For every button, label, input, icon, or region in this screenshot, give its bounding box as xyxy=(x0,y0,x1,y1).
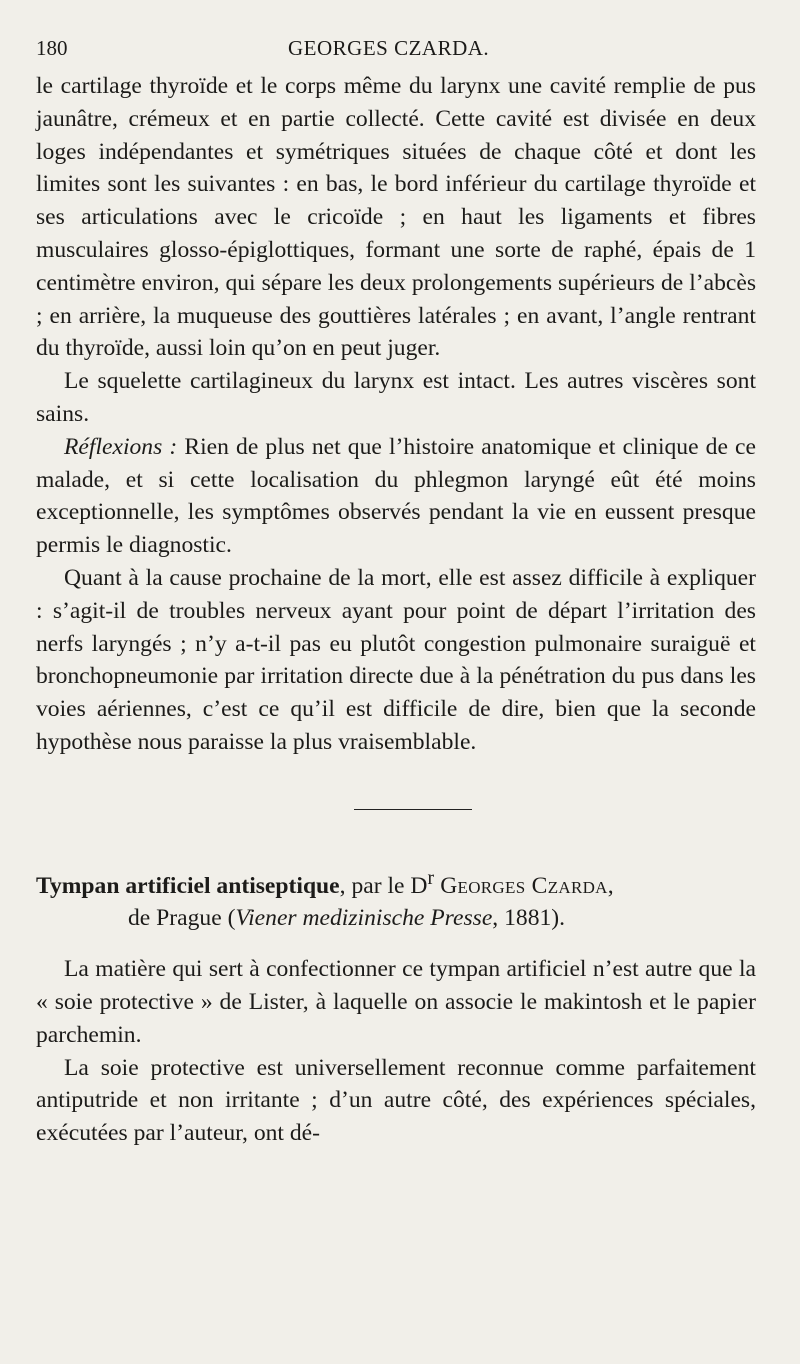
paragraph-continued: le cartilage thyroïde et le corps même du larynx une cavité remplie de pus jaunâtre, crémeux et en partie collecté. Cette cavité est divisée en deux loges indépendantes et symétriques situées de chaque côté et dont les limites sont les suivantes : en bas, le bord inférieur du cartilage thyroïde et ses articulations avec le cricoïde ; en haut les ligaments et fibres musculaires glosso-épiglottiques, formant une sorte de raphé, épais de 1 centimètre environ, qui sépare les deux prolongements supérieurs de l’abcès ; en arrière, la muqueuse des gouttières latérales ; en avant, l’angle rentrant du thyroïde, aussi loin qu’on en peut juger. xyxy=(36,73,756,362)
article-by: , par le D xyxy=(339,872,428,899)
paragraph-reflexions xyxy=(36,431,756,562)
section-divider xyxy=(354,809,472,810)
article-place: de Prague ( xyxy=(128,905,236,932)
article-paragraph: La soie protective est universellement reconnue comme parfaitement antiputride et non irritante ; d’un autre côté, des expériences spéciales, exécutées par l’auteur, ont dé- xyxy=(36,1054,756,1147)
article-source xyxy=(36,902,756,935)
page-number: 180 xyxy=(36,36,68,60)
paragraph-cause: Quant à la cause prochaine de la mort, elle est assez difficile à expliquer : s’agit-il de troubles nerveux ayant pour point de départ l’irritation des nerfs laryngés ; n’y a-t-il pas eu plutôt congestion pulmonaire suraiguë et bronchopneumonie par irritation directe due à la pénétration du pus dans les voies aériennes, c’est ce qu’il est difficile de dire, bien que la seconde hypothèse nous paraisse la plus vraisemblable. xyxy=(36,564,756,755)
paragraph-skeleton: Le squelette cartilagineux du larynx est intact. Les autres viscères sont sains. xyxy=(36,368,756,427)
reflexions-label: Réflexions : xyxy=(64,433,178,460)
spacer xyxy=(36,935,756,953)
running-head: GEORGES CZARDA. xyxy=(288,36,490,60)
article-author: Georges Czarda xyxy=(434,872,608,899)
article-title xyxy=(36,862,756,935)
article-comma: , xyxy=(607,872,614,899)
reflexions-text: Rien de plus net que l’histoire anatomique et clinique de ce malade, et si cette localisation du phlegmon laryngé eût été moins exceptionnelle, les symptômes observés pendant la vie en eussent presque permis le diagnostic. xyxy=(36,433,757,559)
article-paragraph: La matière qui sert à confectionner ce tympan artificiel n’est autre que la « soie protective » de Lister, à laquelle on associe le makintosh et le papier parchemin. xyxy=(36,956,756,1048)
article-journal: Viener medizinische Presse xyxy=(235,905,493,932)
page-body xyxy=(36,70,756,1150)
article-close: ). xyxy=(551,905,566,932)
article-year: , 1881 xyxy=(492,905,552,932)
page-header xyxy=(36,36,760,66)
article-by-sup: r xyxy=(427,866,434,889)
article-title-bold: Tympan artificiel antiseptique xyxy=(36,872,340,899)
